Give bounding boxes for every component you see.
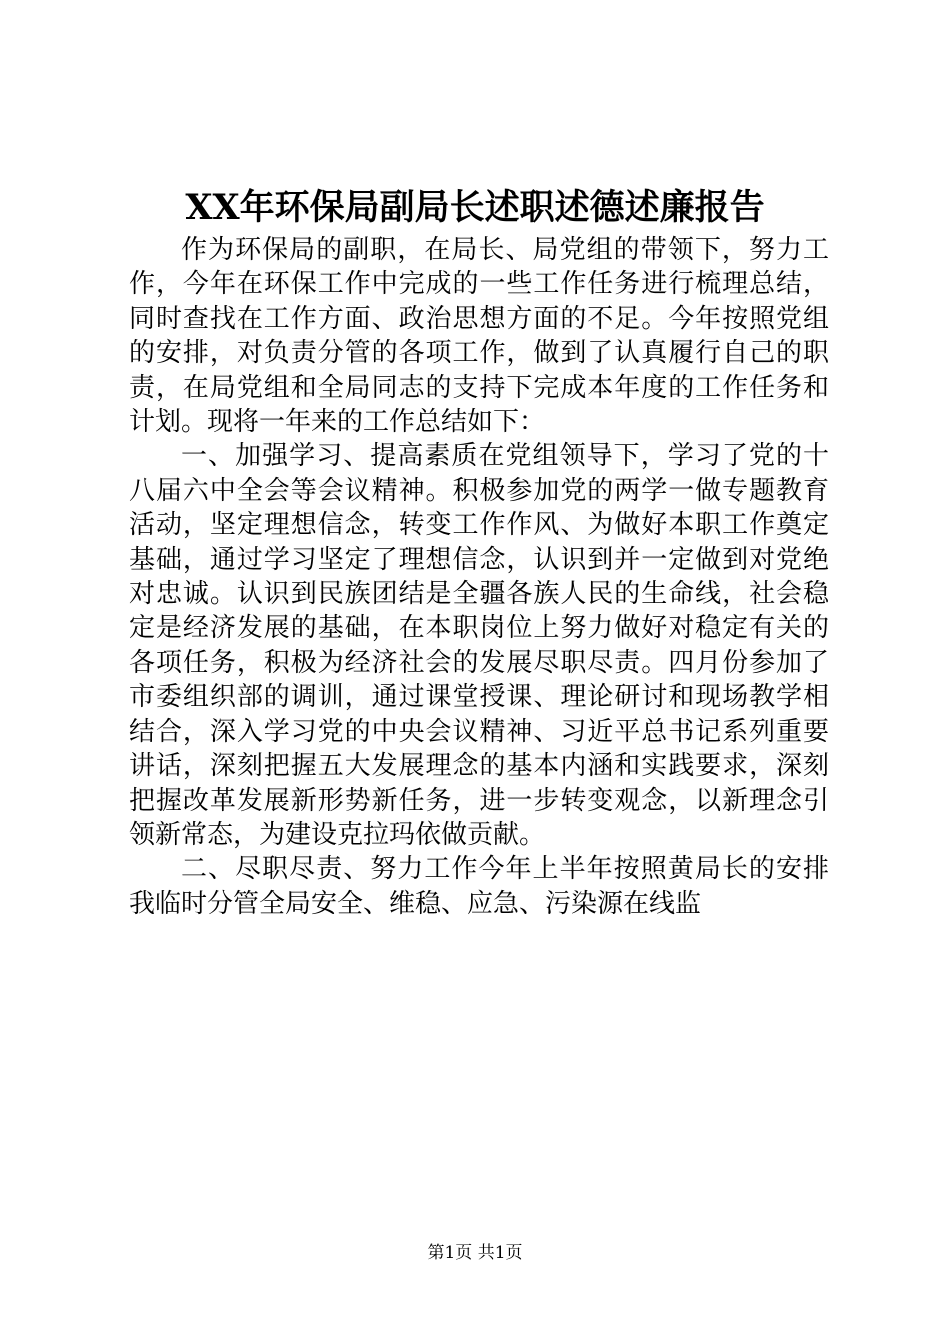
document-title: XX年环保局副局长述职述德述廉报告 — [185, 187, 765, 228]
paragraph-section-2: 二、尽职尽责、努力工作今年上半年按照黄局长的安排我临时分管全局安全、维稳、应急、污染源在线监 — [129, 854, 829, 919]
paragraph-intro: 作为环保局的副职，在局长、局党组的带领下，努力工作，今年在环保工作中完成的一些工作任务进行梳理总结，同时查找在工作方面、政治思想方面的不足。今年按照党组的安排，对负责分管的各项工作，做到了认真履行自己的职责，在局党组和全局同志的支持下完成本年度的工作任务和计划。现将一年来的工作总结如下： — [129, 235, 829, 438]
document-body — [129, 233, 829, 921]
page-footer: 第1页 共1页 — [427, 1243, 523, 1263]
paragraph-section-1: 一、加强学习、提高素质在党组领导下，学习了党的十八届六中全会等会议精神。积极参加党的两学一做专题教育活动，坚定理想信念，转变工作作风、为做好本职工作奠定基础，通过学习坚定了理想信念，认识到并一定做到对党绝对忠诚。认识到民族团结是全疆各族人民的生命线，社会稳定是经济发展的基础，在本职岗位上努力做好对稳定有关的各项任务，积极为经济社会的发展尽职尽责。四月份参加了市委组织部的调训，通过课堂授课、理论研讨和现场教学相结合，深入学习党的中央会议精神、习近平总书记系列重要讲话，深刻把握五大发展理念的基本内涵和实践要求，深刻把握改革发展新形势新任务，进一步转变观念，以新理念引领新常态，为建设克拉玛依做贡献。 — [129, 441, 829, 850]
